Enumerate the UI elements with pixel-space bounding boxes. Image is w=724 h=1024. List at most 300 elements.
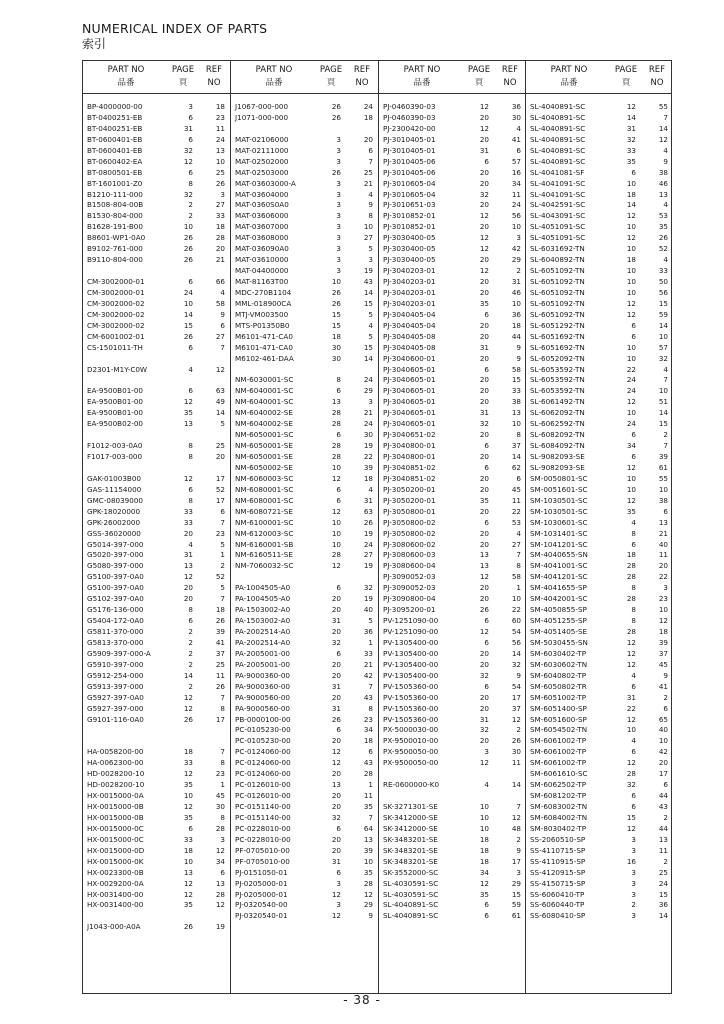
ref-number-cell: 25: [215, 659, 225, 669]
table-row: [526, 386, 673, 397]
ref-number-cell: 5: [368, 244, 373, 254]
part-number: HD-0028200-10: [87, 780, 145, 790]
table-row: [526, 485, 673, 496]
table-row: [83, 222, 230, 233]
table-row: [526, 474, 673, 485]
page-number-cell: 34: [626, 441, 636, 451]
ref-number-cell: 53: [511, 517, 521, 527]
ref-number-cell: 22: [363, 452, 373, 461]
ref-number-cell: 7: [220, 747, 225, 757]
page-number-cell: 10: [183, 856, 193, 866]
table-row: [379, 879, 526, 890]
part-number: SL-6051092-TN: [530, 287, 585, 297]
header-part-no-jp: 品番: [265, 78, 283, 88]
table-row: [526, 168, 673, 179]
part-number: GPK-18020000: [87, 506, 141, 516]
page-number-cell: 26: [183, 331, 193, 341]
page-number-cell: 31: [626, 692, 636, 702]
header-part-no-jp: 品番: [560, 78, 578, 88]
page-number-cell: 20: [331, 659, 341, 669]
table-row: [526, 725, 673, 736]
ref-number-cell: 13: [658, 517, 668, 527]
part-number: SL-4040891-SC: [383, 900, 439, 910]
header-part-no: PART NO: [255, 65, 293, 75]
page-number-cell: 2: [631, 900, 636, 910]
page-number-cell: 12: [479, 233, 489, 243]
page-number-cell: 32: [626, 780, 636, 790]
table-row: [379, 408, 526, 419]
ref-number-cell: 10: [658, 331, 668, 341]
ref-number-cell: 25: [658, 867, 668, 877]
table-row: [83, 868, 230, 879]
ref-number-cell: 9: [368, 200, 373, 210]
page-number-cell: 15: [626, 812, 636, 822]
part-number: PC-0228010-00: [235, 823, 291, 833]
part-number: SL-6040892-TN: [530, 255, 585, 265]
page-number-cell: 20: [479, 222, 489, 232]
part-number: PJ-3040600-01: [383, 353, 436, 363]
ref-number-cell: 7: [368, 681, 373, 691]
table-row: [83, 354, 230, 365]
part-number: HA-0062300-00: [87, 758, 144, 768]
page-number-cell: 20: [479, 112, 489, 122]
table-row: [231, 430, 378, 441]
ref-number-cell: 19: [363, 561, 373, 571]
part-number: PC-0124060-00: [235, 747, 291, 757]
header-page: PAGE: [467, 65, 491, 75]
page-number-cell: 12: [626, 714, 636, 724]
ref-number-cell: 14: [511, 780, 521, 790]
page-number-cell: 6: [484, 441, 489, 451]
part-number: SM-6030402-TP: [530, 648, 587, 658]
ref-number-cell: 7: [220, 517, 225, 527]
page-number-cell: 12: [183, 889, 193, 899]
ref-number-cell: 14: [658, 408, 668, 418]
ref-number-cell: 4: [516, 528, 521, 538]
page-number-cell: 3: [336, 145, 341, 155]
part-number: SL-4040891-SC: [530, 123, 586, 133]
page-number-cell: 28: [331, 550, 341, 560]
ref-number-cell: 34: [215, 856, 225, 866]
page-number-cell: 20: [331, 670, 341, 680]
page-number-cell: 6: [336, 648, 341, 658]
ref-number-cell: 3: [516, 233, 521, 243]
table-row: [83, 561, 230, 572]
table-row: [231, 835, 378, 846]
ref-number-cell: 10: [658, 605, 668, 615]
page-number-cell: 6: [188, 386, 193, 396]
page-number-cell: 31: [331, 616, 341, 626]
page-number-cell: 6: [188, 167, 193, 177]
page-number-cell: 12: [183, 802, 193, 811]
table-row: [526, 244, 673, 255]
ref-number-cell: 4: [663, 255, 668, 265]
part-number: SS-6080410-SP: [530, 911, 586, 921]
table-row: [379, 277, 526, 288]
page-number-cell: 12: [479, 123, 489, 133]
table-row: [379, 649, 526, 660]
table-row: [379, 255, 526, 266]
page-number-cell: 28: [626, 594, 636, 604]
ref-number-cell: 9: [516, 342, 521, 352]
page-number-cell: 12: [331, 473, 341, 483]
part-number: SS-4110715-SP: [530, 845, 586, 855]
ref-number-cell: 40: [658, 539, 668, 549]
table-row: [231, 868, 378, 879]
part-number: SL-6082092-TN: [530, 430, 585, 440]
ref-number-cell: 7: [516, 802, 521, 811]
table-row: [231, 769, 378, 780]
ref-number-cell: 36: [658, 900, 668, 910]
ref-number-cell: 10: [511, 594, 521, 604]
part-number: PJ-3040800-01: [383, 441, 436, 451]
page-number-cell: 6: [336, 725, 341, 735]
table-row: [83, 835, 230, 846]
ref-number-cell: 43: [363, 758, 373, 768]
ref-number-cell: 15: [363, 298, 373, 308]
ref-number-cell: 66: [215, 277, 225, 286]
part-number: MAT-04400000: [235, 266, 289, 276]
part-number: SM-6061002-TP: [530, 747, 587, 757]
part-number: SL-9082093-SE: [530, 462, 585, 472]
table-row: [83, 146, 230, 157]
ref-number-cell: 4: [663, 200, 668, 210]
ref-number-cell: 26: [363, 517, 373, 527]
part-number: PV-1505360-00: [383, 703, 439, 713]
page-number-cell: 20: [479, 397, 489, 407]
page-number-cell: 31: [479, 342, 489, 352]
part-number: PA-1004505-A0: [235, 594, 291, 604]
ref-number-cell: 25: [215, 441, 225, 451]
table-row: [379, 540, 526, 551]
ref-number-cell: 31: [363, 495, 373, 505]
part-number: G5910-397-000: [87, 659, 144, 669]
part-number: B1508-804-00B: [87, 200, 144, 210]
page-number-cell: 26: [331, 714, 341, 724]
ref-number-cell: 3: [220, 834, 225, 844]
table-row: [231, 813, 378, 824]
ref-number-cell: 39: [658, 637, 668, 647]
table-row: [231, 758, 378, 769]
ref-number-cell: 42: [511, 244, 521, 254]
part-number: HX-0015000-0D: [87, 845, 145, 855]
table-row: [83, 365, 230, 376]
table-row: [526, 616, 673, 627]
ref-number-cell: 22: [658, 572, 668, 582]
page-number-cell: 20: [479, 703, 489, 713]
page-number-cell: 12: [479, 102, 489, 111]
part-number: SL-4041091-SC: [530, 189, 586, 199]
ref-number-cell: 7: [368, 156, 373, 166]
table-row: [526, 135, 673, 146]
ref-number-cell: 15: [511, 375, 521, 385]
ref-number-cell: 16: [511, 167, 521, 177]
table-row: [231, 168, 378, 179]
table-row: [379, 179, 526, 190]
part-number: PA-1004505-A0: [235, 583, 291, 593]
page-number-cell: 2: [188, 659, 193, 669]
page-number-cell: 35: [479, 298, 489, 308]
page-number-cell: 26: [183, 244, 193, 254]
page-number-cell: 20: [479, 178, 489, 188]
page-number-cell: 20: [331, 692, 341, 702]
table-row: [231, 791, 378, 802]
page-number-cell: 20: [479, 594, 489, 604]
ref-number-cell: 8: [220, 758, 225, 768]
table-row: [83, 736, 230, 747]
part-number: HX-0015000-0B: [87, 802, 144, 811]
ref-number-cell: 6: [663, 703, 668, 713]
part-number: SM-6062502-TP: [530, 780, 587, 790]
part-number: M6102-461-DAA: [235, 353, 294, 363]
ref-number-cell: 13: [363, 834, 373, 844]
table-row: [379, 671, 526, 682]
part-number: MAT-03603000-A: [235, 178, 296, 188]
page-number-cell: 20: [479, 167, 489, 177]
table-row: [526, 375, 673, 386]
table-row: [526, 638, 673, 649]
table-row: [526, 507, 673, 518]
page-number-cell: 12: [331, 561, 341, 571]
part-number: PJ-3090800-04: [383, 594, 436, 604]
part-number: PJ-3090052-03: [383, 583, 436, 593]
table-row: [526, 146, 673, 157]
table-row: [379, 890, 526, 901]
ref-number-cell: 27: [363, 550, 373, 560]
table-row: [83, 102, 230, 113]
part-number: HX-0015000-0A: [87, 791, 144, 801]
part-number: PF-0705010-00: [235, 856, 290, 866]
table-row: [231, 354, 378, 365]
table-row: [379, 736, 526, 747]
ref-number-cell: 24: [363, 102, 373, 111]
part-number: PJ-3040405-04: [383, 309, 436, 319]
part-number: M6101-471-CA0: [235, 331, 293, 341]
page-number-cell: 12: [331, 747, 341, 757]
table-row: [83, 583, 230, 594]
ref-number-cell: 5: [220, 583, 225, 593]
table-row: [526, 157, 673, 168]
part-number: G5913-397-000: [87, 681, 144, 691]
ref-number-cell: 3: [368, 255, 373, 265]
ref-number-cell: 9: [663, 156, 668, 166]
part-number: HX-0015000-0C: [87, 834, 144, 844]
page-number-cell: 6: [336, 583, 341, 593]
table-row: [379, 529, 526, 540]
ref-number-cell: 33: [511, 386, 521, 396]
part-number: SM-1041201-SC: [530, 539, 588, 549]
ref-number-cell: 50: [658, 277, 668, 286]
part-number: G5176-136-000: [87, 605, 144, 615]
ref-number-cell: 39: [215, 627, 225, 636]
page-number-cell: 3: [336, 878, 341, 888]
page-number-cell: 6: [631, 430, 636, 440]
ref-number-cell: 33: [215, 211, 225, 221]
ref-number-cell: 21: [215, 255, 225, 265]
table-row: [83, 277, 230, 288]
ref-number-cell: 32: [658, 353, 668, 363]
table-row: [83, 879, 230, 890]
table-row: [83, 408, 230, 419]
table-row: [231, 725, 378, 736]
ref-number-cell: 15: [363, 342, 373, 352]
header-ref: REF: [648, 65, 666, 75]
parts-index-table: [82, 60, 672, 994]
part-number: SM-4041001-SC: [530, 561, 588, 571]
page-number-cell: 33: [183, 517, 193, 527]
part-number: SL-6062592-TN: [530, 419, 585, 429]
part-number: PA-9000560-00: [235, 703, 290, 713]
ref-number-cell: 18: [363, 736, 373, 746]
table-row: [379, 343, 526, 354]
page-number-cell: 2: [188, 648, 193, 658]
part-number: SL-4030591-SC: [383, 878, 439, 888]
page-number-cell: 10: [626, 353, 636, 363]
part-number: PJ-3080600-03: [383, 550, 436, 560]
table-row: [231, 299, 378, 310]
ref-number-cell: 10: [511, 222, 521, 232]
part-number: HX-0015000-0B: [87, 812, 144, 822]
table-row: [526, 550, 673, 561]
ref-number-cell: 45: [215, 791, 225, 801]
header-part-no: PART NO: [403, 65, 441, 75]
ref-number-cell: 6: [368, 747, 373, 757]
ref-number-cell: 36: [511, 309, 521, 319]
part-number: SL-6051692-TN: [530, 331, 585, 341]
page-number-cell: 10: [626, 277, 636, 286]
page-number-cell: 20: [479, 255, 489, 265]
part-number: PJ-3040605-01: [383, 419, 436, 429]
table-row: [526, 124, 673, 135]
page-number-cell: 18: [183, 845, 193, 855]
part-number: CM-3002000-02: [87, 298, 145, 308]
page-number-cell: 10: [479, 812, 489, 822]
ref-number-cell: 18: [215, 222, 225, 232]
page-number-cell: 6: [484, 364, 489, 374]
page-number-cell: 12: [331, 889, 341, 899]
table-row: [379, 474, 526, 485]
part-number: PJ-0320540-01: [235, 911, 288, 921]
page-number-cell: 10: [331, 517, 341, 527]
page-number-cell: 18: [479, 834, 489, 844]
table-row: [83, 244, 230, 255]
part-number: PJ-0205000-01: [235, 878, 288, 888]
table-row: [83, 375, 230, 386]
part-number: SK-3483201-SE: [383, 845, 438, 855]
part-number: PJ-3040203-01: [383, 287, 436, 297]
part-number: B1210-111-000: [87, 189, 143, 199]
page-number-cell: 35: [183, 408, 193, 418]
ref-number-cell: 34: [363, 725, 373, 735]
ref-number-cell: 23: [215, 769, 225, 779]
part-number: CM-3002000-02: [87, 309, 145, 319]
ref-number-cell: 14: [363, 287, 373, 297]
table-row: [83, 321, 230, 332]
table-row: [83, 682, 230, 693]
header-page-jp: 頁: [474, 78, 484, 88]
ref-number-cell: 12: [215, 900, 225, 910]
page-number-cell: 8: [188, 178, 193, 188]
table-row: [526, 846, 673, 857]
part-number: PJ-3040605-01: [383, 397, 436, 407]
table-row: [526, 693, 673, 704]
page-number-cell: 6: [631, 747, 636, 757]
part-number: CM-3002000-01: [87, 277, 145, 286]
part-number: NM-6040002-SE: [235, 408, 293, 418]
page-number-cell: 4: [631, 517, 636, 527]
page-number-cell: 28: [626, 572, 636, 582]
table-row: [526, 233, 673, 244]
ref-number-cell: 9: [220, 309, 225, 319]
table-row: [83, 758, 230, 769]
table-row: [526, 813, 673, 824]
part-number: MAT-02111000: [235, 145, 289, 155]
page-number-cell: 10: [626, 178, 636, 188]
page-number-cell: 26: [479, 605, 489, 615]
page-number-cell: 12: [479, 878, 489, 888]
ref-number-cell: 1: [368, 780, 373, 790]
page-number-cell: 32: [626, 134, 636, 144]
page-number-cell: 20: [331, 605, 341, 615]
part-number: PA-2005001-00: [235, 659, 290, 669]
table-row: [83, 507, 230, 518]
page-number-cell: 3: [336, 189, 341, 199]
header-page: PAGE: [319, 65, 343, 75]
page-number-cell: 28: [331, 408, 341, 418]
table-row: [526, 321, 673, 332]
part-number: SK-3483201-SE: [383, 856, 438, 866]
page-number-cell: 12: [331, 506, 341, 516]
part-number: PJ-3080600-02: [383, 539, 436, 549]
table-row: [83, 780, 230, 791]
page-number-cell: 12: [183, 692, 193, 702]
ref-number-cell: 7: [663, 112, 668, 122]
part-number: PV-1505360-00: [383, 692, 439, 702]
part-number: G5811-370-000: [87, 627, 144, 636]
table-row: [83, 704, 230, 715]
part-number: PA-2005001-00: [235, 648, 290, 658]
ref-number-cell: 2: [663, 692, 668, 702]
ref-number-cell: 14: [511, 452, 521, 461]
ref-number-cell: 3: [516, 867, 521, 877]
table-row: [526, 190, 673, 201]
page-number-cell: 10: [626, 287, 636, 297]
ref-number-cell: 41: [215, 637, 225, 647]
part-number: PV-1251090-00: [383, 616, 439, 626]
page-number-cell: 15: [331, 309, 341, 319]
page-number-cell: 31: [479, 408, 489, 418]
table-row: [379, 157, 526, 168]
page-number-cell: 2: [188, 681, 193, 691]
ref-number-cell: 21: [658, 528, 668, 538]
ref-number-cell: 6: [368, 145, 373, 155]
page-number-cell: 31: [331, 856, 341, 866]
table-row: [379, 200, 526, 211]
part-number: CM-3002000-02: [87, 320, 145, 330]
table-row: [231, 375, 378, 386]
page-number-cell: 20: [479, 648, 489, 658]
table-row: [231, 135, 378, 146]
part-number: J1043-000-A0A: [87, 922, 141, 932]
ref-number-cell: 14: [658, 320, 668, 330]
ref-number-cell: 52: [658, 244, 668, 254]
page-number-cell: 6: [336, 484, 341, 494]
part-number: PC-0228010-00: [235, 834, 291, 844]
ref-number-cell: 26: [215, 178, 225, 188]
table-row: [526, 802, 673, 813]
page-number-cell: 6: [484, 156, 489, 166]
table-row: [526, 408, 673, 419]
